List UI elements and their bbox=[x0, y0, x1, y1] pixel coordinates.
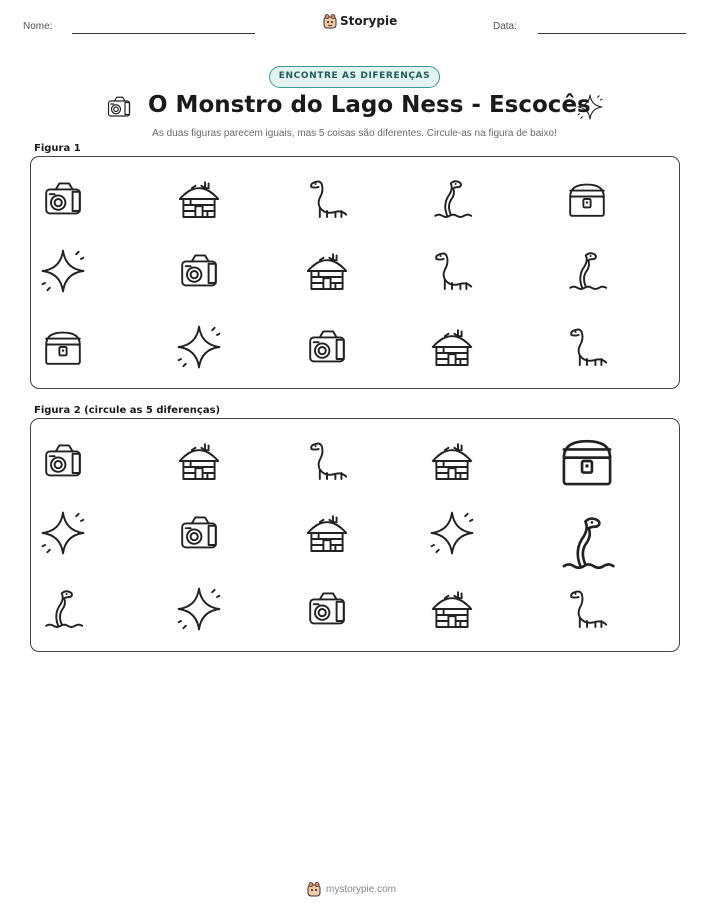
sparkle-icon[interactable] bbox=[175, 323, 223, 371]
nessie-icon[interactable] bbox=[563, 247, 611, 295]
cottage-icon[interactable] bbox=[175, 437, 223, 485]
sparkle-icon[interactable] bbox=[39, 247, 87, 295]
camera-icon[interactable] bbox=[303, 585, 351, 633]
nessie-icon[interactable] bbox=[554, 510, 620, 576]
date-label: Data: bbox=[493, 21, 517, 32]
camera-icon[interactable] bbox=[175, 509, 223, 557]
figure-2-panel[interactable] bbox=[30, 418, 680, 652]
sparkle-icon[interactable] bbox=[39, 509, 87, 557]
name-label: Nome: bbox=[23, 21, 53, 32]
cottage-icon[interactable] bbox=[303, 247, 351, 295]
brand-logo bbox=[323, 13, 397, 29]
storypie-logo-icon bbox=[307, 881, 321, 897]
figure-2-label: Figura 2 (circule as 5 diferenças) bbox=[34, 405, 221, 416]
camera-icon[interactable] bbox=[303, 323, 351, 371]
figure-1-panel bbox=[30, 156, 680, 389]
dinosaur-icon[interactable] bbox=[303, 437, 351, 485]
dinosaur-icon[interactable] bbox=[563, 323, 611, 371]
cottage-icon[interactable] bbox=[175, 175, 223, 223]
cottage-icon[interactable] bbox=[428, 585, 476, 633]
sparkle-icon bbox=[576, 93, 604, 121]
cottage-icon[interactable] bbox=[428, 437, 476, 485]
nessie-icon[interactable] bbox=[428, 175, 476, 223]
sparkle-icon[interactable] bbox=[175, 585, 223, 633]
brand-name: Storypie bbox=[340, 14, 398, 28]
name-field-line[interactable] bbox=[72, 33, 255, 34]
dinosaur-icon[interactable] bbox=[428, 247, 476, 295]
instructions: As duas figuras parecem iguais, mas 5 coisas são diferentes. Circule-as na figura de baixo! bbox=[152, 128, 557, 139]
dinosaur-icon[interactable] bbox=[303, 175, 351, 223]
footer-url[interactable]: mystorypie.com bbox=[326, 883, 397, 895]
page-title: O Monstro do Lago Ness - Escocês bbox=[148, 92, 591, 118]
camera-icon[interactable] bbox=[39, 175, 87, 223]
dinosaur-icon[interactable] bbox=[563, 585, 611, 633]
date-field-line[interactable] bbox=[538, 33, 686, 34]
camera-icon[interactable] bbox=[175, 247, 223, 295]
activity-badge: ENCONTRE AS DIFERENÇAS bbox=[269, 66, 440, 88]
nessie-icon[interactable] bbox=[39, 585, 87, 633]
chest-icon[interactable] bbox=[554, 428, 620, 494]
camera-icon bbox=[104, 92, 136, 120]
storypie-logo-icon bbox=[323, 13, 337, 29]
cottage-icon[interactable] bbox=[428, 323, 476, 371]
footer bbox=[307, 881, 396, 897]
chest-icon[interactable] bbox=[39, 323, 87, 371]
figure-1-label: Figura 1 bbox=[34, 143, 81, 154]
cottage-icon[interactable] bbox=[303, 509, 351, 557]
chest-icon[interactable] bbox=[563, 175, 611, 223]
sparkle-icon[interactable] bbox=[428, 509, 476, 557]
camera-icon[interactable] bbox=[39, 437, 87, 485]
